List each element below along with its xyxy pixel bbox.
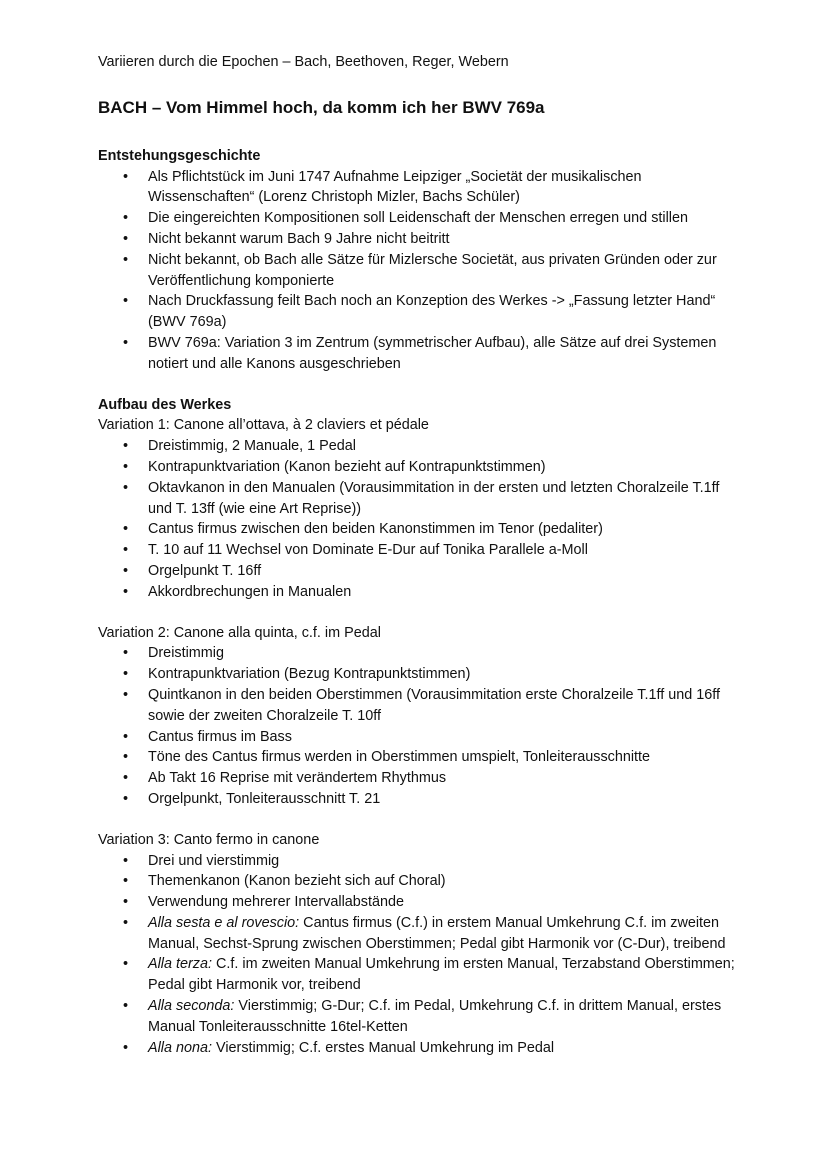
- list-item: • Als Pflichtstück im Juni 1747 Aufnahme Leipziger „Societät der musikalischen Wissenschaften“ (Lorenz Christoph Mizler, Bachs Schüler): [98, 167, 738, 209]
- spacer: [98, 375, 738, 395]
- item-text: Cantus firmus (C.f.) in erstem Manual Umkehrung C.f. im zweiten Manual, Sechst-Sprung zwischen Oberstimmen; Pedal gibt Harmonik vor (C-Dur), treibend: [148, 914, 726, 952]
- list-item: • Akkordbrechungen in Manualen: [98, 582, 738, 603]
- list-item: • Cantus firmus im Bass: [98, 727, 738, 748]
- item-text: C.f. im zweiten Manual Umkehrung im ersten Manual, Terzabstand Oberstimmen; Pedal gibt Harmonik vor, treibend: [148, 956, 735, 994]
- list-item: • Kontrapunktvariation (Kanon bezieht auf Kontrapunktstimmen): [98, 457, 738, 478]
- list-item: • BWV 769a: Variation 3 im Zentrum (symmetrischer Aufbau), alle Sätze auf drei Systemen notiert und alle Kanons ausgeschrieben: [98, 333, 738, 375]
- variation-3-title: Variation 3: Canto fermo in canone: [98, 831, 320, 848]
- page-title: BACH – Vom Himmel hoch, da komm ich her BWV 769a: [98, 97, 545, 117]
- item-label-italic: Alla terza:: [148, 956, 212, 973]
- variation-1-list: [98, 436, 738, 602]
- list-item: • Töne des Cantus firmus werden in Oberstimmen umspielt, Tonleiterausschnitte: [98, 747, 738, 768]
- list-item: • Cantus firmus zwischen den beiden Kanonstimmen im Tenor (pedaliter): [98, 519, 738, 540]
- item-text: Vierstimmig; C.f. erstes Manual Umkehrung im Pedal: [212, 1039, 555, 1056]
- list-item: • Themenkanon (Kanon bezieht sich auf Choral): [98, 871, 738, 892]
- list-item: [98, 996, 738, 1038]
- list-item: [98, 1038, 738, 1059]
- list-item: • Nicht bekannt, ob Bach alle Sätze für Mizlersche Societät, aus privaten Gründen oder zur Veröffentlichung komponierte: [98, 250, 738, 292]
- item-label-italic: Alla sesta e al rovescio:: [148, 914, 300, 931]
- item-text: Vierstimmig; G-Dur; C.f. im Pedal, Umkehrung C.f. in drittem Manual, erstes Manual Tonleiterausschnitte 16tel-Ketten: [148, 998, 722, 1035]
- history-list: [98, 167, 738, 375]
- variation-2-title: Variation 2: Canone alla quinta, c.f. im Pedal: [98, 624, 381, 641]
- list-item: • Verwendung mehrerer Intervallabstände: [98, 892, 738, 913]
- spacer: [98, 810, 738, 830]
- list-item: [98, 913, 738, 955]
- list-item: • Nicht bekannt warum Bach 9 Jahre nicht beitritt: [98, 229, 738, 250]
- list-item: • Quintkanon in den beiden Oberstimmen (Vorausimmitation erste Choralzeile T.1ff und 16ff sowie der zweiten Choralzeile T. 10ff: [98, 685, 738, 727]
- document-subtitle: Variieren durch die Epochen – Bach, Beethoven, Reger, Webern: [98, 54, 509, 70]
- variation-2-list: [98, 643, 738, 809]
- item-label-italic: Alla seconda:: [148, 998, 235, 1015]
- list-item: • Ab Takt 16 Reprise mit verändertem Rhythmus: [98, 768, 738, 789]
- list-item: [98, 954, 738, 996]
- list-item: • Oktavkanon in den Manualen (Vorausimmitation in der ersten und letzten Choralzeile T.1ff und T. 13ff (wie eine Art Reprise)): [98, 478, 738, 520]
- list-item: • Die eingereichten Kompositionen soll Leidenschaft der Menschen erregen und stillen: [98, 208, 738, 229]
- item-label-italic: Alla nona:: [148, 1039, 213, 1056]
- list-item: • Dreistimmig: [98, 643, 738, 664]
- structure-heading: Aufbau des Werkes: [98, 396, 232, 413]
- list-item: • Orgelpunkt, Tonleiterausschnitt T. 21: [98, 789, 738, 810]
- list-item: • Orgelpunkt T. 16ff: [98, 561, 738, 582]
- spacer: [98, 603, 738, 623]
- variation-1-title: Variation 1: Canone all’ottava, à 2 claviers et pédale: [98, 417, 429, 434]
- list-item: • Dreistimmig, 2 Manuale, 1 Pedal: [98, 436, 738, 457]
- list-item: • Nach Druckfassung feilt Bach noch an Konzeption des Werkes -> „Fassung letzter Hand“ (BWV 769a): [98, 291, 738, 333]
- variation-3-list: [98, 851, 738, 1059]
- list-item: • T. 10 auf 11 Wechsel von Dominate E-Dur auf Tonika Parallele a-Moll: [98, 540, 738, 561]
- list-item: • Drei und vierstimmig: [98, 851, 738, 872]
- history-heading: Entstehungsgeschichte: [98, 147, 261, 164]
- list-item: • Kontrapunktvariation (Bezug Kontrapunktstimmen): [98, 664, 738, 685]
